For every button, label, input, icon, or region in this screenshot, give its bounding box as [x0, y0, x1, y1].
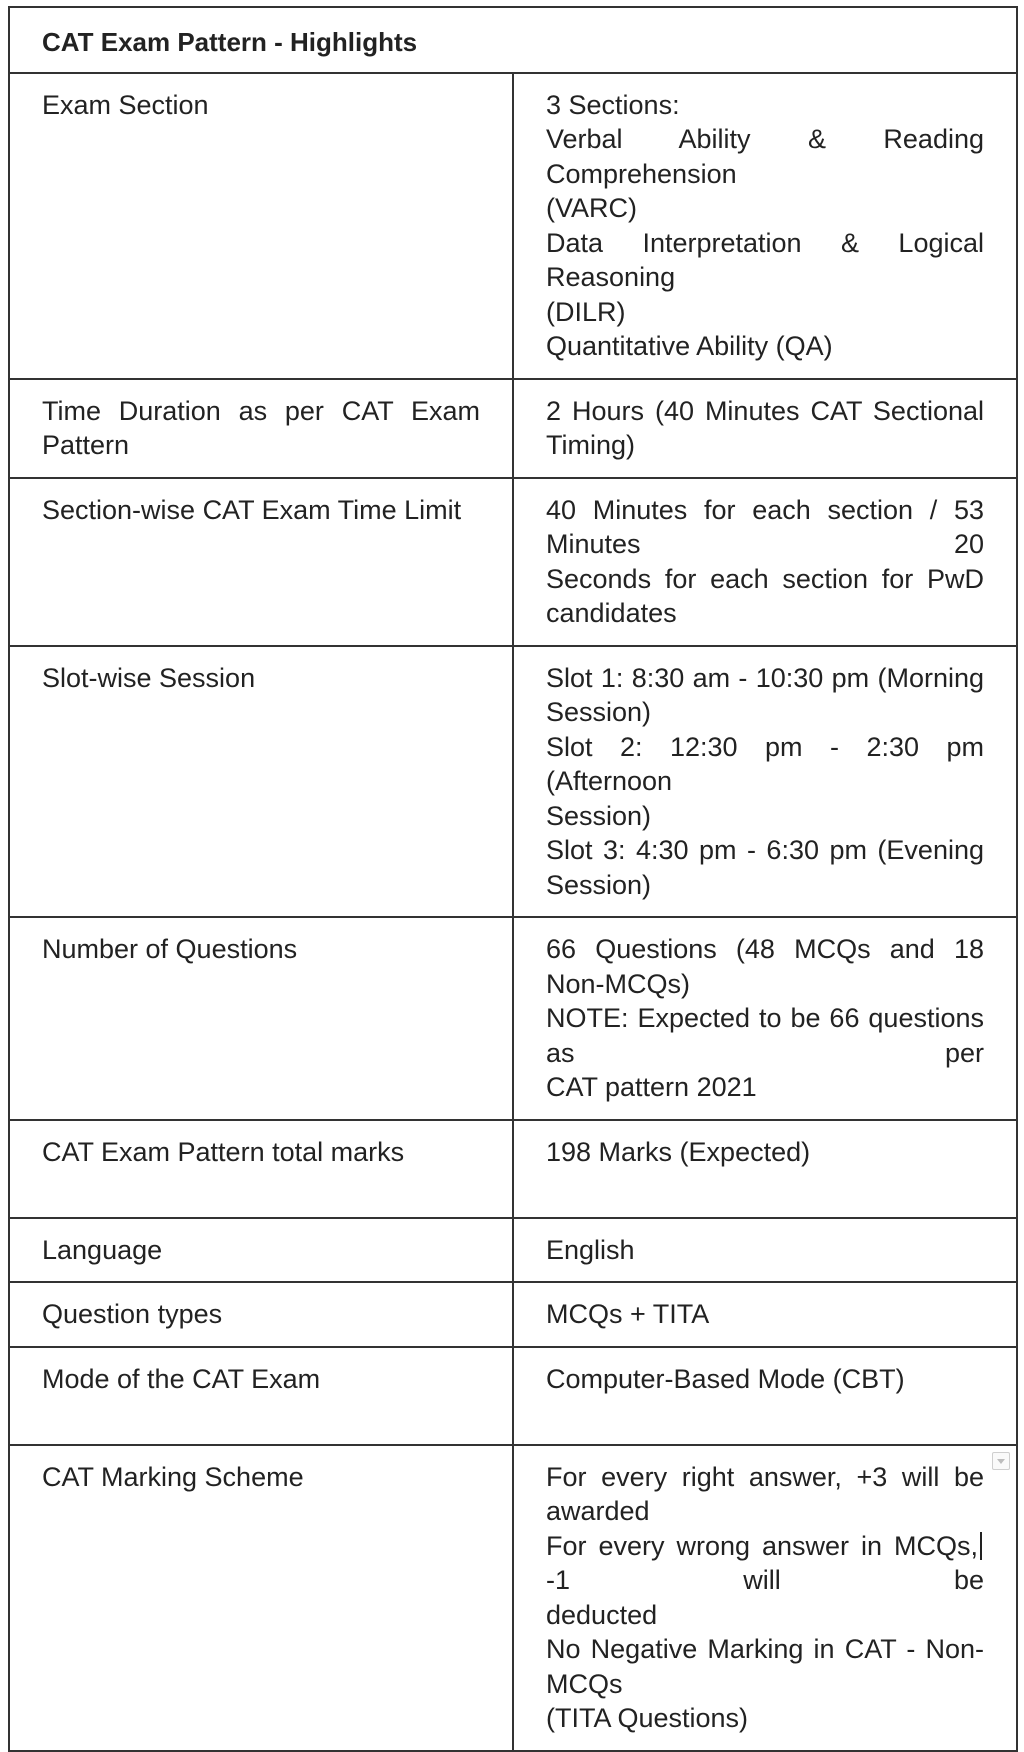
- row-value[interactable]: [513, 1445, 1017, 1751]
- value-line: CAT pattern 2021: [546, 1072, 757, 1102]
- table-row: [9, 379, 1017, 478]
- value-line: Seconds for each section for PwD candidates: [546, 563, 984, 628]
- row-value: [513, 1120, 1017, 1218]
- value-line-part: -1 will be: [546, 1565, 984, 1595]
- row-value: [513, 1347, 1017, 1445]
- value-line: 198 Marks (Expected): [546, 1136, 811, 1167]
- row-value: [513, 73, 1017, 379]
- value-line: No Negative Marking in CAT - Non-MCQs: [546, 1634, 984, 1699]
- value-line: deducted: [546, 1599, 658, 1630]
- value-line: 2 Hours (40 Minutes CAT Sectional Timing): [546, 395, 984, 460]
- row-label: Section-wise CAT Exam Time Limit: [9, 478, 513, 646]
- value-line: Verbal Ability & Reading Comprehension: [546, 124, 984, 189]
- row-label: Question types: [9, 1282, 513, 1347]
- table-title: CAT Exam Pattern - Highlights: [9, 7, 1017, 73]
- value-line-with-caret: [546, 1529, 984, 1598]
- value-line: NOTE: Expected to be 66 questions as per: [546, 1003, 984, 1068]
- value-line: Data Interpretation & Logical Reasoning: [546, 227, 984, 292]
- dropdown-arrow-icon[interactable]: [992, 1452, 1010, 1470]
- row-value: [513, 646, 1017, 918]
- table-row: [9, 646, 1017, 918]
- table-row: [9, 917, 1017, 1120]
- row-value: [513, 379, 1017, 478]
- value-line: Slot 2: 12:30 pm - 2:30 pm (Afternoon: [546, 731, 984, 796]
- row-value: [513, 1282, 1017, 1347]
- value-line: 3 Sections:: [546, 89, 680, 120]
- row-label: Exam Section: [9, 73, 513, 379]
- table-row: [9, 1120, 1017, 1218]
- value-line: Session): [546, 800, 652, 831]
- value-line: (DILR): [546, 296, 626, 327]
- row-label: Mode of the CAT Exam: [9, 1347, 513, 1445]
- row-label: Number of Questions: [9, 917, 513, 1120]
- table-header-row: [9, 7, 1017, 73]
- table-row: [9, 1445, 1017, 1751]
- value-line: Slot 3: 4:30 pm - 6:30 pm (Evening Session): [546, 835, 984, 900]
- row-value: [513, 917, 1017, 1120]
- row-value: [513, 1218, 1017, 1283]
- cat-exam-pattern-table: [8, 6, 1018, 1752]
- value-line: English: [546, 1234, 635, 1265]
- value-line: Computer-Based Mode (CBT): [546, 1363, 905, 1394]
- row-label: Time Duration as per CAT Exam Pattern: [9, 379, 513, 478]
- row-value: [513, 478, 1017, 646]
- text-cursor: [980, 1532, 982, 1560]
- table-row: [9, 73, 1017, 379]
- row-label: CAT Marking Scheme: [9, 1445, 513, 1751]
- row-label: Slot-wise Session: [9, 646, 513, 918]
- table-row: [9, 478, 1017, 646]
- value-line: 66 Questions (48 MCQs and 18 Non-MCQs): [546, 934, 984, 999]
- row-label: CAT Exam Pattern total marks: [9, 1120, 513, 1218]
- table-row: [9, 1347, 1017, 1445]
- value-line: For every right answer, +3 will be awarded: [546, 1461, 984, 1526]
- value-line: Quantitative Ability (QA): [546, 331, 833, 361]
- table-row: [9, 1218, 1017, 1283]
- value-line: Slot 1: 8:30 am - 10:30 pm (Morning Session): [546, 662, 984, 727]
- highlights-table-container: [8, 6, 1018, 1752]
- value-line: 40 Minutes for each section / 53 Minutes 20: [546, 494, 984, 559]
- value-line: (VARC): [546, 193, 637, 223]
- table-row: [9, 1282, 1017, 1347]
- value-line: (TITA Questions): [546, 1703, 749, 1733]
- value-line: MCQs + TITA: [546, 1299, 710, 1329]
- value-line-part: For every wrong answer in MCQs,: [546, 1530, 978, 1561]
- row-label: Language: [9, 1218, 513, 1283]
